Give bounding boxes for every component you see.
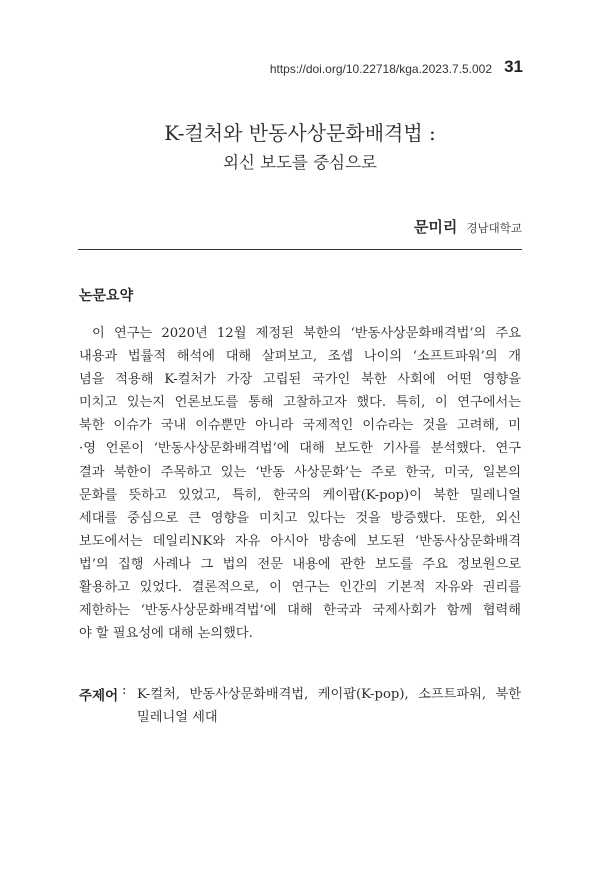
keywords-colon: : [122, 683, 127, 698]
author-byline [414, 216, 522, 237]
abstract-line: 북한 이슈가 국내 이슈뿐만 아니라 국제적인 이슈라는 것을 고려해, 미 [79, 418, 521, 434]
abstract-line: 야 할 필요성에 대해 논의했다. [79, 626, 253, 642]
running-header [0, 0, 600, 80]
abstract-line: 법’의 집행 사례나 그 법의 전문 내용에 관한 보도를 주요 정보원으로 [79, 556, 521, 572]
keywords-list [137, 683, 521, 729]
author-affiliation: 경남대학교 [466, 221, 522, 235]
abstract-line: 세대를 중심으로 큰 영향을 미치고 있다는 것을 방증했다. 또한, 외신 [79, 510, 521, 526]
abstract-body [79, 322, 521, 645]
abstract-line: 보도에서는 데일리NK와 자유 아시아 방송에 보도된 ‘반동사상문화배격 [79, 533, 521, 549]
paper-title: K-컬처와 반동사상문화배격법 : [164, 121, 436, 145]
abstract-line: 제한하는 ‘반동사상문화배격법’에 대해 한국과 국제사회가 함께 협력해 [79, 603, 521, 619]
page-number: 31 [504, 57, 523, 76]
keywords-line: 밀레니얼 세대 [137, 710, 218, 726]
abstract-line: 념을 적용해 K-컬처가 가장 고립된 국가인 북한 사회에 어떤 영향을 [79, 372, 521, 388]
paper-subtitle: 외신 보도를 중심으로 [223, 153, 377, 172]
doi-link[interactable]: https://doi.org/10.22718/kga.2023.7.5.002 [269, 62, 492, 76]
abstract-line: 내용과 법률적 해석에 대해 살펴보고, 조셉 나이의 ‘소프트파워’의 개 [79, 349, 521, 365]
abstract-heading: 논문요약 [79, 288, 134, 304]
title-divider [78, 249, 522, 250]
abstract-line: ·영 언론이 ‘반동사상문화배격법’에 대해 보도한 기사를 분석했다. 연구 [79, 441, 521, 457]
keywords-line: K-컬처, 반동사상문화배격법, 케이팝(K-pop), 소프트파워, 북한 [137, 687, 521, 702]
abstract-line: 결과 북한이 주목하고 있는 ‘반동 사상문화’는 주로 한국, 미국, 일본의 [79, 464, 521, 480]
abstract-line: 활용하고 있었다. 결론적으로, 이 연구는 인간의 기본적 자유와 권리를 [79, 580, 521, 596]
abstract-line: 이 연구는 2020년 12월 제정된 북한의 ‘반동사상문화배격법’의 주요 [92, 326, 521, 341]
abstract-line: 문화를 뜻하고 있었고, 특히, 한국의 케이팝(K-pop)이 북한 밀레니얼 [79, 487, 521, 503]
author-name: 문미리 [413, 218, 458, 236]
keywords-label: 주제어 [79, 688, 119, 704]
abstract-line: 미치고 있는지 언론보도를 통해 고찰하고자 했다. 특히, 이 연구에서는 [79, 395, 521, 411]
